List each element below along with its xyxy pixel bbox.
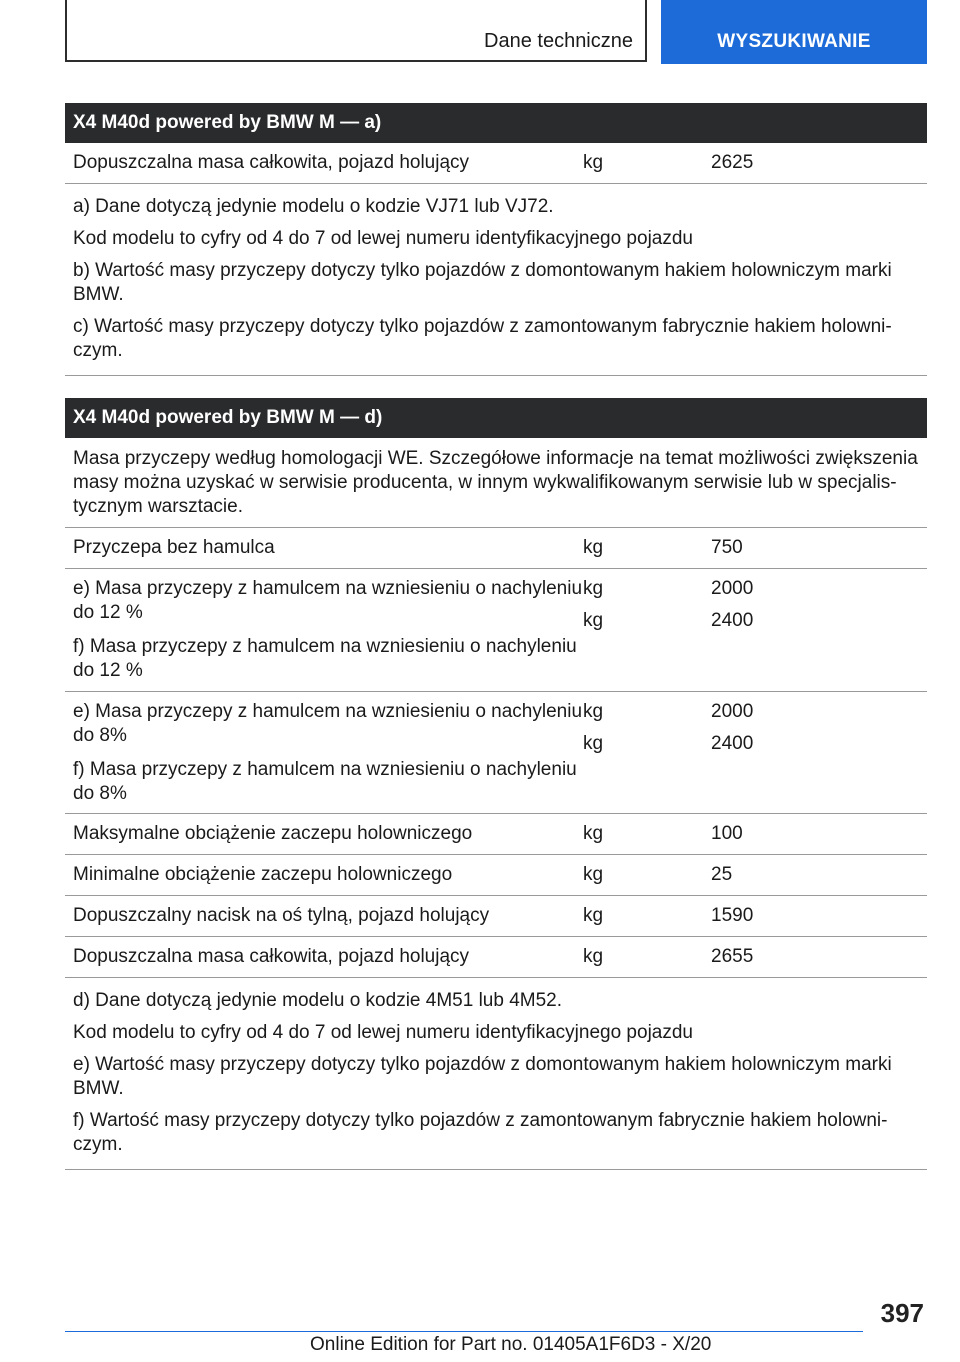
row-unit: kg — [583, 905, 604, 926]
footnote: Kod modelu to cyfry od 4 do 7 od lewej numeru identyfikacyjnego pojazdu — [73, 228, 693, 249]
row-unit: kg — [583, 946, 604, 967]
row-label: f) Masa przyczepy z hamulcem na wzniesieniu o nachyleniu do 8% — [73, 759, 577, 804]
row-value: 2400 — [711, 733, 754, 754]
top-navigation — [65, 0, 927, 64]
row-value: 2000 — [711, 578, 754, 599]
row-label: e) Masa przyczepy z hamulcem na wzniesieniu o nachyleniu do 12 % — [73, 578, 583, 623]
table-row — [65, 855, 927, 896]
row-value: 100 — [711, 823, 743, 844]
page-number: 397 — [880, 1298, 924, 1328]
row-label: Maksymalne obciążenie zaczepu holowniczego — [73, 823, 473, 844]
row-unit: kg — [583, 578, 604, 599]
footnote: Kod modelu to cyfry od 4 do 7 od lewej numeru identyfikacyjnego pojazdu — [73, 1022, 693, 1043]
row-value: 25 — [711, 864, 733, 885]
row-label: Minimalne obciążenie zaczepu holowniczego — [73, 864, 453, 885]
row-label: e) Masa przyczepy z hamulcem na wzniesieniu o nachyleniu do 8% — [73, 701, 583, 746]
table-title: X4 M40d powered by BMW M — a) — [65, 103, 927, 143]
footer-divider — [65, 1331, 863, 1332]
footnote: a) Dane dotyczą jedynie modelu o kodzie VJ71 lub VJ72. — [73, 196, 554, 217]
row-value: 2400 — [711, 610, 754, 631]
footnote: b) Wartość masy przyczepy dotyczy tylko pojazdów z domontowanym hakiem holowniczym marki BMW. — [73, 260, 892, 305]
table-row — [65, 143, 927, 184]
row-label: Dopuszczalny nacisk na oś tylną, pojazd holujący — [73, 905, 490, 926]
row-unit: kg — [583, 152, 604, 173]
footnotes — [65, 978, 927, 1170]
row-value: 2655 — [711, 946, 754, 967]
table-row — [65, 528, 927, 569]
table-row — [65, 569, 927, 692]
table-description: Masa przyczepy według homologacji WE. Szczegółowe informacje na temat możliwości zwiększenia masy można uzyskać w serwisie producenta, w innym wykwalifikowanym serwisie lub w specjalis-tycznym warsztacie. — [65, 438, 927, 528]
row-value: 2625 — [711, 152, 754, 173]
search-button[interactable]: WYSZUKIWANIE — [661, 0, 927, 64]
row-unit: kg — [583, 610, 604, 631]
footnote: e) Wartość masy przyczepy dotyczy tylko pojazdów z domontowanym hakiem holowniczym marki BMW. — [73, 1054, 892, 1099]
row-label: Przyczepa bez hamulca — [73, 537, 275, 558]
row-label: Dopuszczalna masa całkowita, pojazd holujący — [73, 152, 470, 173]
section-tab[interactable]: Dane techniczne — [65, 0, 647, 62]
row-value: 1590 — [711, 905, 754, 926]
row-label: f) Masa przyczepy z hamulcem na wzniesieniu o nachyleniu do 12 % — [73, 636, 577, 681]
spec-table-d — [65, 398, 927, 1170]
row-value: 2000 — [711, 701, 754, 722]
table-title: X4 M40d powered by BMW M — d) — [65, 398, 927, 438]
table-row — [65, 692, 927, 814]
table-row — [65, 937, 927, 978]
footer-text: Online Edition for Part no. 01405A1F6D3 - X/20 — [310, 1334, 712, 1355]
row-value: 750 — [711, 537, 743, 558]
row-unit: kg — [583, 701, 604, 722]
row-unit: kg — [583, 823, 604, 844]
row-unit: kg — [583, 864, 604, 885]
spec-table-a — [65, 103, 927, 376]
footnote: f) Wartość masy przyczepy dotyczy tylko pojazdów z zamontowanym fabrycznie hakiem holowni-czym. — [73, 1110, 888, 1155]
footnote: d) Dane dotyczą jedynie modelu o kodzie 4M51 lub 4M52. — [73, 990, 563, 1011]
row-unit: kg — [583, 733, 604, 754]
table-row — [65, 814, 927, 855]
footnotes — [65, 184, 927, 376]
row-unit: kg — [583, 537, 604, 558]
table-row — [65, 896, 927, 937]
row-label: Dopuszczalna masa całkowita, pojazd holujący — [73, 946, 470, 967]
footnote: c) Wartość masy przyczepy dotyczy tylko pojazdów z zamontowanym fabrycznie hakiem holowni-czym. — [73, 316, 892, 361]
